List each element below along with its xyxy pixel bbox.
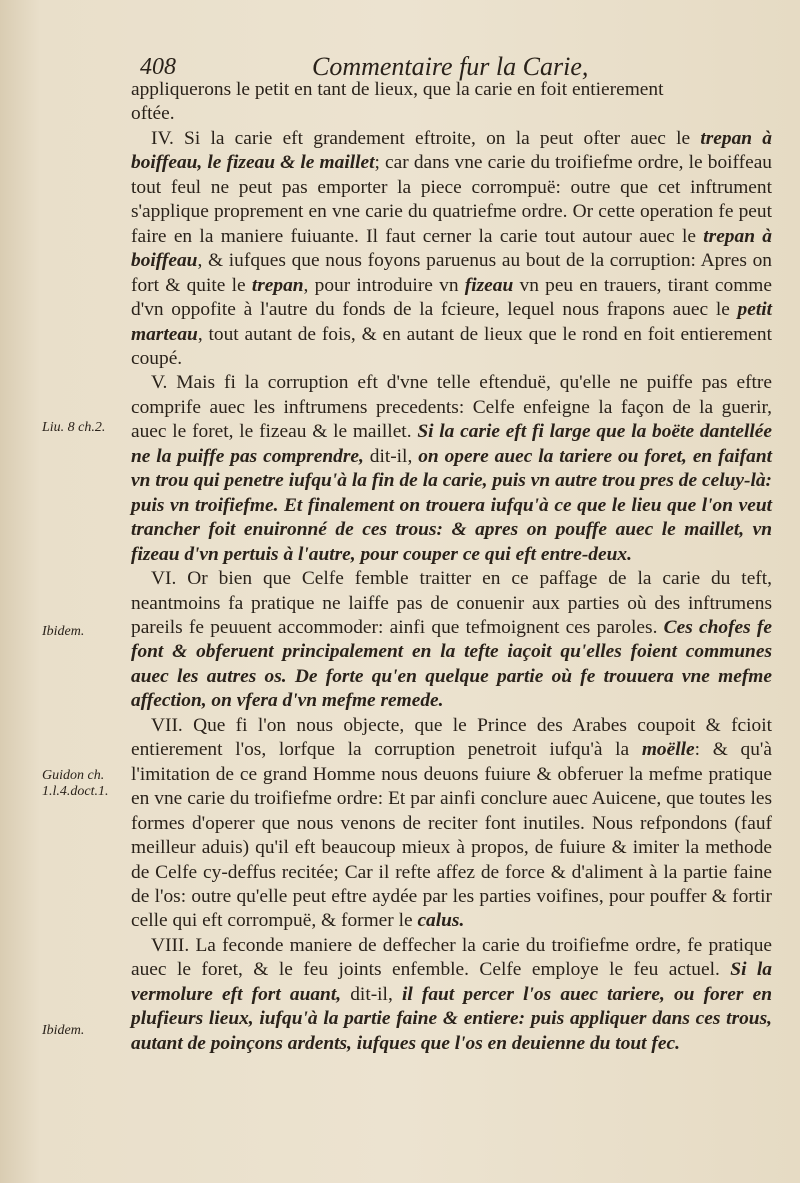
margin-note: Guidon ch. 1.l.4.doct.1. (42, 768, 109, 799)
text-line: oftée. (131, 103, 175, 125)
text-run: dit-il, (363, 445, 419, 467)
paragraph-number: V. (151, 372, 168, 394)
text-line: appliquerons le petit en tant de lieux, que la carie en foit entierement (131, 79, 664, 100)
text-run: , tout autant de fois, & en autant de lieux que le rond en foit entierement coupé. (131, 323, 772, 369)
margin-note: Ibidem. (42, 1023, 85, 1038)
italic-run: Si la carie eft fi large que la boëte dantellée ne la puiffe pas comprendre, (131, 421, 772, 467)
paragraph-number: VIII. (151, 934, 190, 956)
text-run: Si la carie eft grandement eftroite, on la peut ofter auec le (173, 127, 701, 149)
text-run: , pour introduire vn (303, 274, 465, 296)
paragraph (131, 127, 772, 372)
text-run: La feconde maniere de deffecher la carie du troifiefme ordre, fe pratique auec le foret, & le feu joints enfemble. Celfe employe le feu actuel. (131, 934, 772, 981)
text-run: ; car dans vne carie du troifiefme ordre, le boiffeau tout feul ne peut pas emporter la piece corrompuë: outre que cet inftrument s'applique proprement en vne carie du quatriefme ordre. Or cette operation fe peut faire en la maniere fuiuante. Il faut cerner la carie tout autour auec le (131, 152, 773, 247)
italic-run: moëlle (641, 739, 695, 761)
paragraph-continuation (131, 78, 772, 127)
text-run: dit-il, (341, 983, 402, 1005)
italic-run: Ces chofes fe font & obferuent principalement en la tefte iaçoit qu'elles foient communes auec les autres os. De forte qu'en quelque partie où fe trouuera vne mefme affection, on vfera d'vn mefme remede. (131, 616, 772, 712)
paragraph-number: VI. (151, 568, 177, 590)
margin-note: Liu. 8 ch.2. (42, 420, 106, 435)
margin-note: Ibidem. (42, 624, 85, 639)
text-run: : & qu'à l'imitation de ce grand Homme nous deuons fuiure & obferuer la mefme pratique en vne carie du troifiefme ordre: Et par ainfi conclure auec Auicene, que toutes les formes d'operer que nous venons de reciter font inutiles. Nous refpondons (fauf meilleur aduis) qu'il eft beaucoup mieux à propos, de fuiure & imiter la methode de Celfe cy-deffus recitée; Car il refte affez de force & d'aliment à la partie faine de l'os: outre qu'elle peut eftre aydée par les parties voifines, pour pouffer & fortir celle qui eft corrompuë, & former le (131, 739, 772, 932)
body-text (131, 78, 772, 1056)
text-run: Or bien que Celfe femble traitter en ce paffage de la carie du teft, neantmoins fa pratique ne laiffe pas de conuenir aux parties où des inftrumens pareils fe peuuent accommoder: ainfi que tefmoignent ces paroles. (131, 568, 772, 638)
paragraph-number: IV. (151, 127, 174, 149)
page-number: 408 (140, 54, 176, 80)
paragraph-number: VII. (151, 714, 183, 736)
italic-run: calus. (417, 910, 465, 932)
paragraph (131, 371, 772, 567)
text-run: , & iufques que nous foyons paruenus au bout de la corruption: Apres on fort & quite le (131, 250, 772, 296)
italic-run: trepan à boiffeau, le fizeau & le maillet (131, 127, 773, 174)
italic-run: Si la vermolure eft fort auant, (131, 959, 772, 1005)
paragraph (131, 567, 772, 714)
running-title: Commentaire fur la Carie, (312, 52, 589, 81)
text-run: vn peu en trauers, tirant comme d'vn oppofite à l'autre du fonds de la fcieure, lequel nous frapons auec le (131, 274, 772, 321)
italic-run: il faut percer l'os auec tariere, ou forer en plufieurs lieux, iufqu'à la partie faine & entiere: puis appliquer dans ces trous, autant de poinçons ardents, iufques que l'os en deuienne du tout fec. (131, 983, 772, 1054)
italic-run: trepan (251, 274, 304, 296)
paragraph (131, 934, 772, 1056)
italic-run: fizeau (464, 274, 514, 296)
italic-run: petit marteau (131, 299, 772, 345)
text-run: Que fi l'on nous objecte, que le Prince des Arabes coupoit & fcioit entierement l'os, lorfque la corruption penetroit iufqu'à la (131, 714, 772, 761)
text-run: Mais fi la corruption eft d'vne telle eftenduë, qu'elle ne puiffe pas eftre comprife auec les inftrumens precedents: Celfe enfeigne la façon de la guerir, auec le foret, le fizeau & le maillet. (131, 372, 772, 443)
italic-run: trepan à boiffeau (131, 225, 772, 272)
italic-run: on opere auec la tariere ou foret, en faifant vn trou qui penetre iufqu'à la fin de la carie, puis vn autre trou pres de celuy-là: puis vn troifiefme. Et finalement on trouera iufqu'à ce que le lieu que l'on veut trancher foit enuironné de ces trous: & apres on pouffe auec le maillet, vn fizeau d'vn pertuis à l'autre, pour couper ce qui eft entre-deux. (131, 445, 772, 565)
paragraph (131, 714, 772, 934)
